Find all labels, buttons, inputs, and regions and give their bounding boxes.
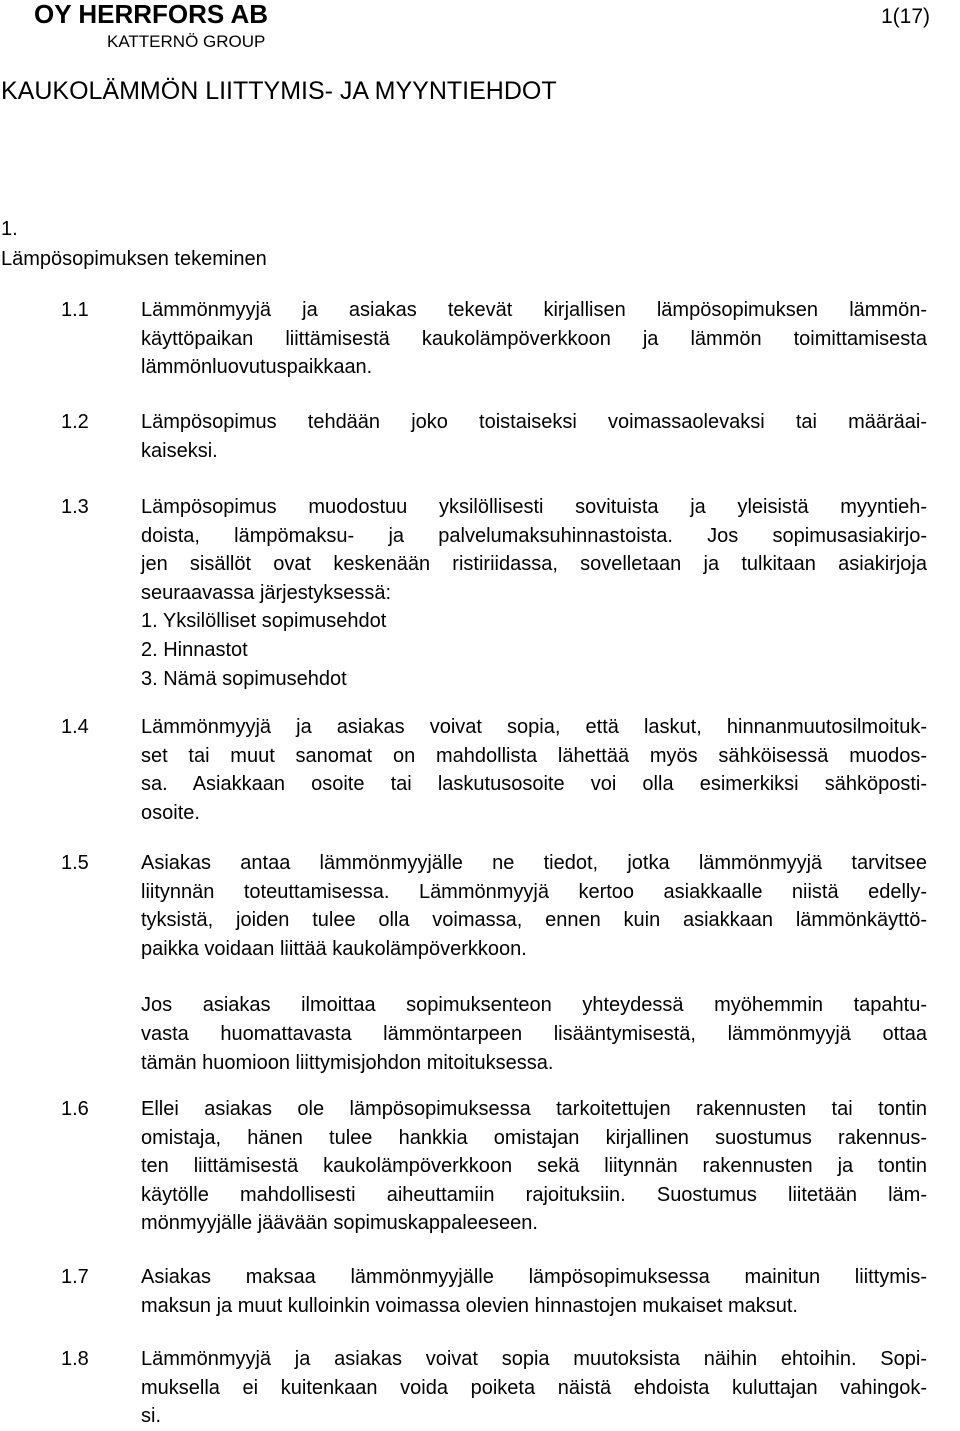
list-item: 1. Yksilölliset sopimusehdot bbox=[141, 610, 387, 633]
clause-line: muksella ei kuitenkaan voida poiketa näistä ehdoista kuluttajan vahingok- bbox=[141, 1376, 927, 1399]
clause-line: käyttöpaikan liittämisestä kaukolämpöverkkoon ja lämmön toimittamisesta bbox=[141, 327, 927, 350]
clause-line: paikka voidaan liittää kaukolämpöverkkoon. bbox=[141, 937, 527, 960]
clause-line: käytölle mahdollisesti aiheuttamiin rajoituksiin. Suostumus liitetään läm- bbox=[141, 1183, 927, 1206]
clause-text bbox=[141, 1345, 927, 1431]
clause-line: mönmyyjälle jäävään sopimuskappaleeseen. bbox=[141, 1212, 538, 1235]
clause-number: 1.2 bbox=[61, 411, 89, 433]
clause-1-8 bbox=[61, 1345, 927, 1431]
clause-number: 1.1 bbox=[61, 299, 89, 321]
clause-line: Ellei asiakas ole lämpösopimuksessa tarkoitettujen rakennusten tai tontin bbox=[141, 1098, 927, 1120]
clause-number: 1.7 bbox=[61, 1266, 89, 1288]
clause-line: si. bbox=[141, 1405, 161, 1428]
clause-line: Lämmönmyyjä ja asiakas voivat sopia muutoksista näihin ehtoihin. Sopi- bbox=[141, 1348, 927, 1370]
clause-line: liitynnän toteuttamisessa. Lämmönmyyjä kertoo asiakkaalle niistä edelly- bbox=[141, 880, 927, 903]
clause-text bbox=[141, 849, 927, 1077]
clause-line: jen sisällöt ovat keskenään ristiriidassa, sovelletaan ja tulkitaan asiakirjoja bbox=[141, 553, 927, 576]
clause-number: 1.3 bbox=[61, 496, 89, 518]
section-number: 1. bbox=[1, 218, 18, 240]
clause-line: tämän huomioon liittymisjohdon mitoituksessa. bbox=[141, 1051, 554, 1074]
clause-number: 1.4 bbox=[61, 716, 89, 738]
clause-1-3 bbox=[61, 493, 927, 693]
clause-text bbox=[141, 1095, 927, 1238]
list-item: 3. Nämä sopimusehdot bbox=[141, 667, 347, 690]
clause-1-5 bbox=[61, 849, 927, 1077]
list-item: 2. Hinnastot bbox=[141, 638, 248, 661]
clause-text bbox=[141, 493, 927, 693]
clause-line: Lämpösopimus muodostuu yksilöllisesti sovituista ja yleisistä myyntieh- bbox=[141, 496, 927, 518]
clause-line: Asiakas maksaa lämmönmyyjälle lämpösopimuksessa mainitun liittymis- bbox=[141, 1266, 927, 1288]
clause-line: kaiseksi. bbox=[141, 439, 218, 462]
clause-line: maksun ja muut kulloinkin voimassa olevien hinnastojen mukaiset maksut. bbox=[141, 1294, 798, 1317]
clause-line: seuraavassa järjestyksessä: bbox=[141, 581, 392, 604]
paragraph-gap bbox=[141, 963, 927, 991]
clause-1-6 bbox=[61, 1095, 927, 1238]
company-group: KATTERNÖ GROUP bbox=[107, 32, 266, 51]
clause-1-7 bbox=[61, 1263, 927, 1320]
clause-line: omistaja, hänen tulee hankkia omistajan kirjallinen suostumus rakennus- bbox=[141, 1126, 927, 1149]
clause-number: 1.8 bbox=[61, 1348, 89, 1370]
clause-text bbox=[141, 408, 927, 465]
company-name: OY HERRFORS AB bbox=[34, 0, 269, 29]
clause-1-2 bbox=[61, 408, 927, 465]
clause-text bbox=[141, 296, 927, 382]
clause-1-1 bbox=[61, 296, 927, 382]
clause-text bbox=[141, 1263, 927, 1320]
clause-line: Jos asiakas ilmoittaa sopimuksenteon yhteydessä myöhemmin tapahtu- bbox=[141, 994, 927, 1017]
clause-number: 1.5 bbox=[61, 852, 89, 874]
section-title: Lämpösopimuksen tekeminen bbox=[1, 248, 267, 270]
clause-line: Lämpösopimus tehdään joko toistaiseksi voimassaolevaksi tai määräai- bbox=[141, 411, 927, 433]
clause-line: Lämmönmyyjä ja asiakas tekevät kirjallisen lämpösopimuksen lämmön- bbox=[141, 299, 927, 321]
clause-line: Asiakas antaa lämmönmyyjälle ne tiedot, jotka lämmönmyyjä tarvitsee bbox=[141, 852, 927, 874]
clause-line: osoite. bbox=[141, 801, 200, 824]
clause-1-4 bbox=[61, 713, 927, 827]
clause-line: Lämmönmyyjä ja asiakas voivat sopia, että laskut, hinnanmuutosilmoituk- bbox=[141, 716, 927, 738]
clause-line: ten liittämisestä kaukolämpöverkkoon sekä liitynnän rakennusten ja tontin bbox=[141, 1155, 927, 1178]
clause-text bbox=[141, 713, 927, 827]
clause-line: lämmönluovutuspaikkaan. bbox=[141, 356, 373, 379]
clause-line: sa. Asiakkaan osoite tai laskutusosoite voi olla esimerkiksi sähköposti- bbox=[141, 773, 927, 796]
clause-line: doista, lämpömaksu- ja palvelumaksuhinnastoista. Jos sopimusasiakirjo- bbox=[141, 524, 927, 547]
document-title: KAUKOLÄMMÖN LIITTYMIS- JA MYYNTIEHDOT bbox=[1, 77, 557, 105]
clause-line: tyksistä, joiden tulee olla voimassa, ennen kuin asiakkaan lämmönkäyttö- bbox=[141, 909, 927, 932]
page-number: 1(17) bbox=[880, 5, 930, 28]
clause-line: set tai muut sanomat on mahdollista lähettää myös sähköisessä muodos- bbox=[141, 744, 927, 767]
clause-number: 1.6 bbox=[61, 1098, 89, 1120]
clause-line: vasta huomattavasta lämmöntarpeen lisääntymisestä, lämmönmyyjä ottaa bbox=[141, 1022, 927, 1045]
